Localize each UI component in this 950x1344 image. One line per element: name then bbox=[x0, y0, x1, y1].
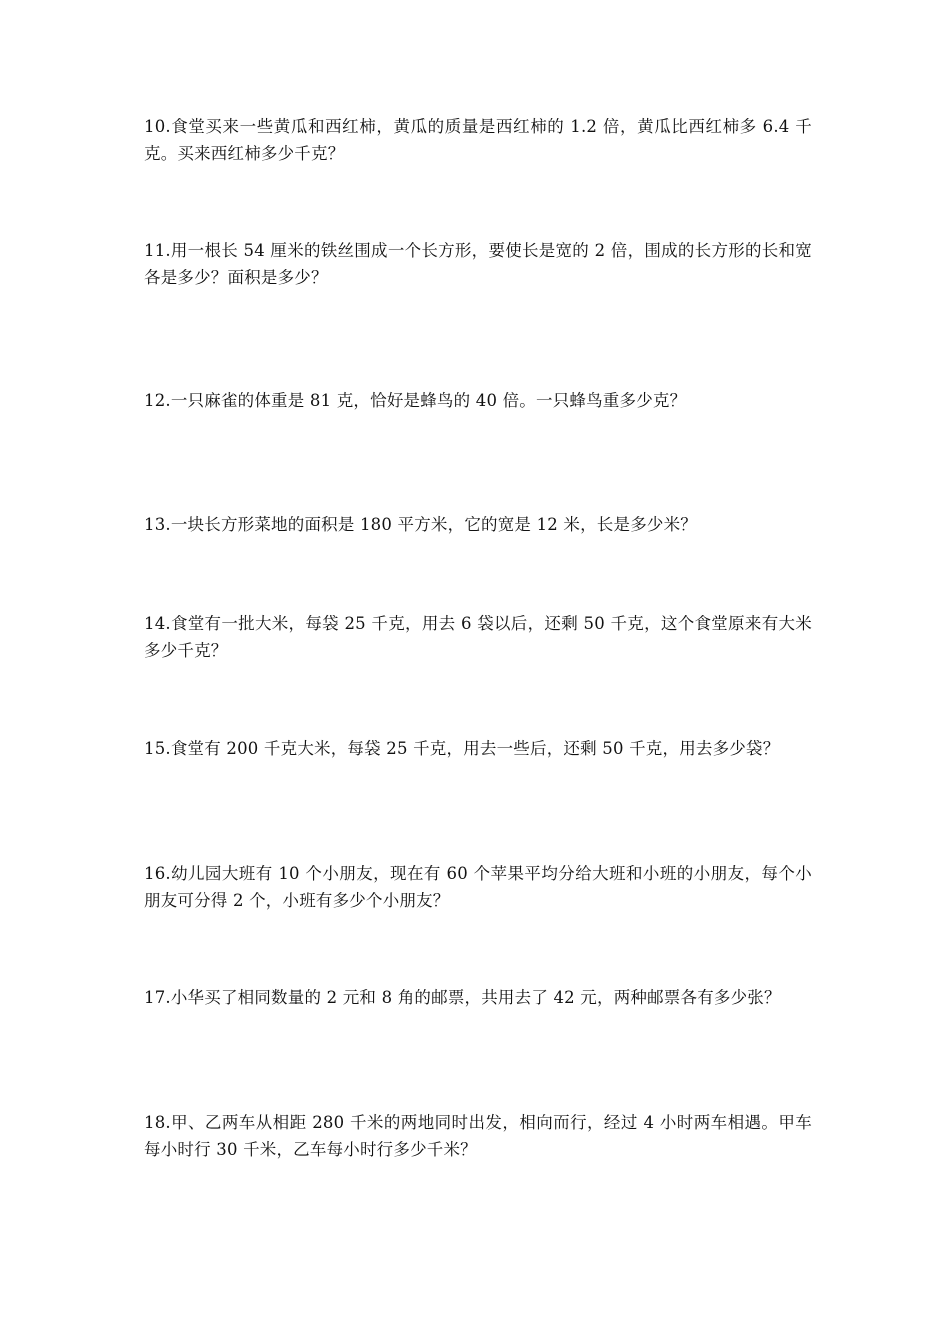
problem-18: 18.甲、乙两车从相距 280 千米的两地同时出发，相向而行，经过 4 小时两车相遇。甲车每小时行 30 千米，乙车每小时行多少千米？ bbox=[144, 1113, 812, 1159]
problem-13: 13.一块长方形菜地的面积是 180 平方米，它的宽是 12 米，长是多少米？ bbox=[144, 515, 698, 534]
problem-10: 10.食堂买来一些黄瓜和西红柿，黄瓜的质量是西红柿的 1.2 倍，黄瓜比西红柿多 6.4 千克。买来西红柿多少千克？ bbox=[144, 117, 812, 163]
problem-15: 15.食堂有 200 千克大米，每袋 25 千克，用去一些后，还剩 50 千克，用去多少袋？ bbox=[144, 739, 780, 758]
problem-12: 12.一只麻雀的体重是 81 克，恰好是蜂鸟的 40 倍。一只蜂鸟重多少克？ bbox=[144, 391, 687, 410]
problem-17: 17.小华买了相同数量的 2 元和 8 角的邮票，共用去了 42 元，两种邮票各有多少张？ bbox=[144, 988, 781, 1007]
problem-14: 14.食堂有一批大米，每袋 25 千克，用去 6 袋以后，还剩 50 千克，这个食堂原来有大米多少千克？ bbox=[144, 614, 812, 660]
problem-16: 16.幼儿园大班有 10 个小朋友，现在有 60 个苹果平均分给大班和小班的小朋友，每个小朋友可分得 2 个，小班有多少个小朋友？ bbox=[144, 864, 812, 910]
problem-11: 11.用一根长 54 厘米的铁丝围成一个长方形，要使长是宽的 2 倍，围成的长方形的长和宽各是多少？面积是多少？ bbox=[144, 241, 812, 287]
